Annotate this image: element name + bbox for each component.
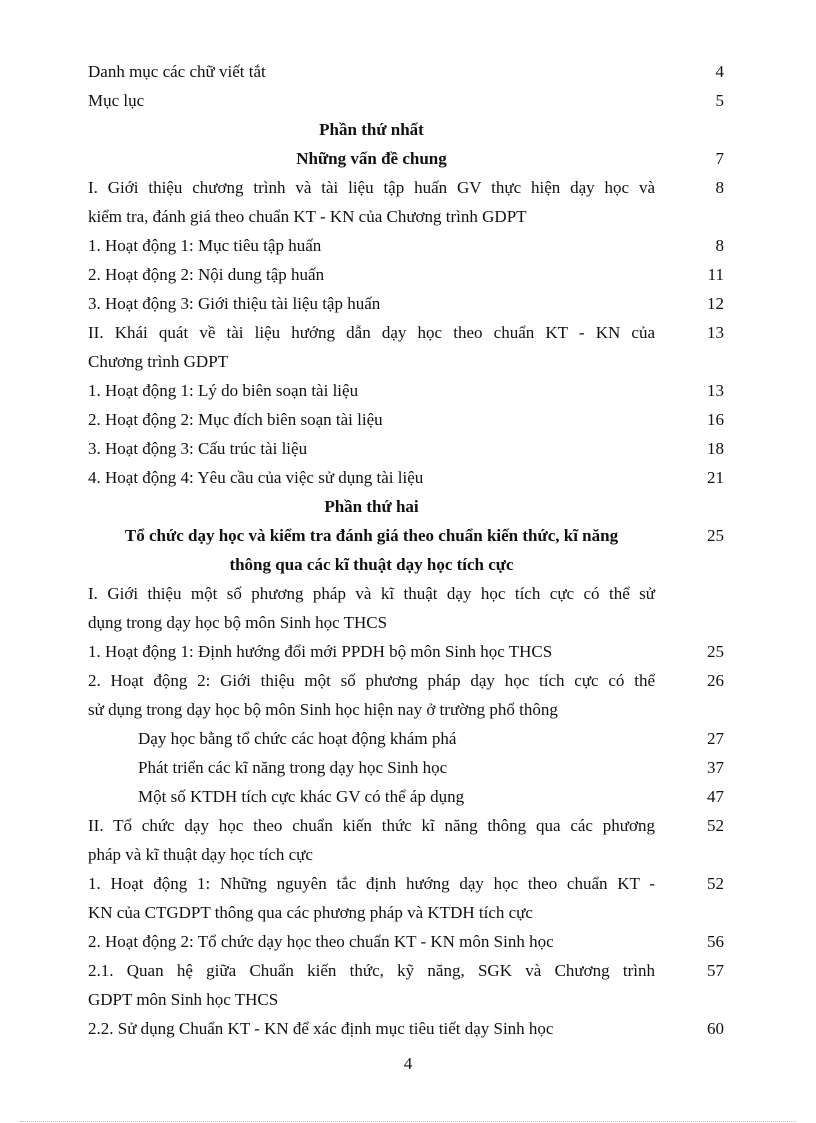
- toc-entry-page: 16: [707, 410, 724, 429]
- section-title-text: Tổ chức dạy học và kiểm tra đánh giá theo chuẩn kiến thức, kĩ năng: [124, 526, 619, 545]
- toc-entry-text: Mục lục: [88, 91, 145, 110]
- toc-entry-text: 2. Hoạt động 2: Tổ chức dạy học theo chuẩn KT - KN môn Sinh học: [88, 932, 554, 951]
- toc-entry-text: Dạy học bằng tổ chức các hoạt động khám phá: [138, 729, 457, 748]
- toc-entry-page: 57: [707, 961, 724, 980]
- section-title-text: thông qua các kĩ thuật dạy học tích cực: [229, 555, 514, 574]
- toc-entry-text: I. Giới thiệu chương trình và tài liệu tập huấn GV thực hiện dạy học và: [88, 178, 655, 197]
- page-bottom-rule: [20, 1121, 796, 1122]
- toc-entry-page: 25: [707, 642, 724, 661]
- toc-entry-text: 2. Hoạt động 2: Nội dung tập huấn: [88, 265, 325, 284]
- toc-entry-page: 5: [715, 91, 724, 110]
- toc-entry-page: 52: [707, 816, 724, 835]
- toc-entry-page: 12: [707, 294, 724, 313]
- toc-entry-page: 37: [707, 758, 724, 777]
- toc-entry-text: 3. Hoạt động 3: Cấu trúc tài liệu: [88, 439, 308, 458]
- toc-entry-page: 13: [707, 323, 724, 342]
- toc-entry-text: 1. Hoạt động 1: Định hướng đổi mới PPDH bộ môn Sinh học THCS: [88, 642, 553, 661]
- toc-entry-text: II. Khái quát về tài liệu hướng dẫn dạy học theo chuẩn KT - KN của: [88, 323, 655, 342]
- toc-entry-text: II. Tổ chức dạy học theo chuẩn kiến thức kĩ năng thông qua các phương: [88, 816, 655, 835]
- toc-entry-page: 13: [707, 381, 724, 400]
- toc-entry-text: pháp và kĩ thuật dạy học tích cực: [88, 845, 313, 864]
- toc-entry-text: Phát triển các kĩ năng trong dạy học Sinh học: [138, 758, 448, 777]
- section-heading-text: Phần thứ nhất: [319, 120, 424, 139]
- toc-entry-text: KN của CTGDPT thông qua các phương pháp và KTDH tích cực: [88, 903, 533, 922]
- toc-entry-text: dụng trong dạy học bộ môn Sinh học THCS: [88, 613, 388, 632]
- toc-entry-page: 52: [707, 874, 724, 893]
- page-number: 4: [403, 1054, 413, 1073]
- toc-entry-text: 1. Hoạt động 1: Mục tiêu tập huấn: [88, 236, 322, 255]
- toc-entry-text: I. Giới thiệu một số phương pháp và kĩ thuật dạy học tích cực có thể sử: [88, 584, 655, 603]
- toc-entry-page: 27: [707, 729, 724, 748]
- toc-entry-text: Một số KTDH tích cực khác GV có thể áp dụng: [138, 787, 465, 806]
- toc-entry-page: 18: [707, 439, 724, 458]
- toc-entry-text: sử dụng trong dạy học bộ môn Sinh học hiện nay ở trường phổ thông: [88, 700, 558, 719]
- toc-entry-page: 26: [707, 671, 724, 690]
- section-heading-text: Phần thứ hai: [324, 497, 419, 516]
- toc-entry-page: 8: [715, 178, 724, 197]
- toc-entry-text: Danh mục các chữ viết tắt: [88, 62, 266, 81]
- toc-entry-text: kiểm tra, đánh giá theo chuẩn KT - KN của Chương trình GDPT: [88, 207, 527, 226]
- toc-entry-text: 2. Hoạt động 2: Mục đích biên soạn tài liệu: [88, 410, 383, 429]
- toc-entry-text: 1. Hoạt động 1: Lý do biên soạn tài liệu: [88, 381, 359, 400]
- toc-entry-page: 8: [715, 236, 724, 255]
- toc-entry-text: 4. Hoạt động 4: Yêu cầu của việc sử dụng tài liệu: [88, 468, 424, 487]
- toc-entry-text: 2.1. Quan hệ giữa Chuẩn kiến thức, kỹ năng, SGK và Chương trình: [88, 961, 655, 980]
- toc-entry-page: 7: [715, 149, 724, 168]
- toc-entry-page: 21: [707, 468, 724, 487]
- toc-entry-page: 11: [707, 265, 724, 284]
- toc-entry-text: 1. Hoạt động 1: Những nguyên tắc định hướng dạy học theo chuẩn KT -: [88, 874, 655, 893]
- toc-entry-text: GDPT môn Sinh học THCS: [88, 990, 279, 1009]
- toc-entry-page: 47: [707, 787, 724, 806]
- toc-entry-text: 2. Hoạt động 2: Giới thiệu một số phương pháp dạy học tích cực có thể: [88, 671, 655, 690]
- toc-entry-page: 60: [707, 1019, 724, 1038]
- toc-entry-text: 2.2. Sử dụng Chuẩn KT - KN để xác định mục tiêu tiết dạy Sinh học: [88, 1019, 554, 1038]
- toc-entry-page: 25: [707, 526, 724, 545]
- toc-entry-text: 3. Hoạt động 3: Giới thiệu tài liệu tập huấn: [88, 294, 381, 313]
- toc-entry-page: 4: [715, 62, 724, 81]
- toc-entry-page: 56: [707, 932, 724, 951]
- toc-entry-text: Chương trình GDPT: [88, 352, 229, 371]
- section-title-text: Những vấn đề chung: [296, 149, 447, 168]
